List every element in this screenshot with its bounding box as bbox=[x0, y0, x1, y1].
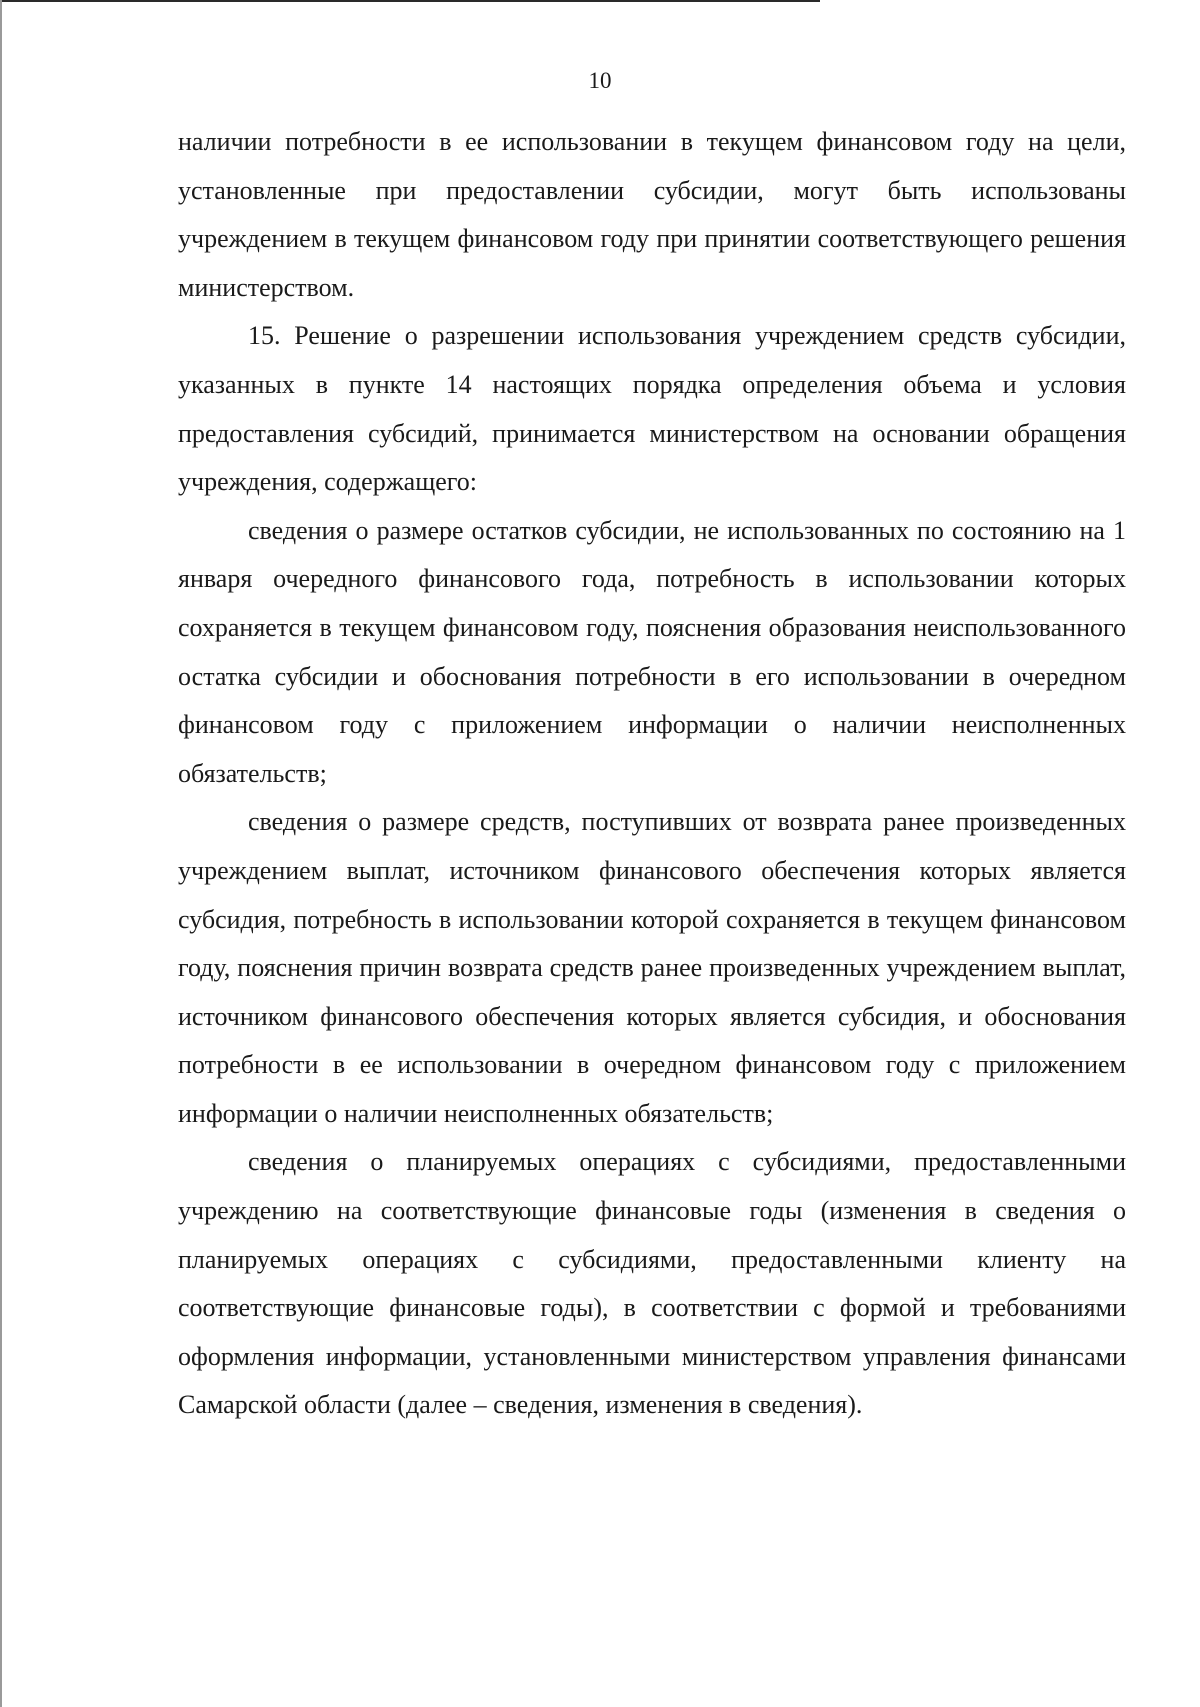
body-text bbox=[178, 118, 1126, 1430]
scan-edge-top bbox=[0, 0, 820, 2]
scan-edge-left bbox=[0, 0, 2, 1707]
paragraph-returned-funds: сведения о размере средств, поступивших от возврата ранее произведенных учреждением выплат, источником финансового обеспечения которых является субсидия, потребность в использовании которой сохраняется в текущем финансовом году, пояснения причин возврата средств ранее произведенных учреждением выплат, источником финансового обеспечения которых является субсидия, и обоснования потребности в ее использовании в очередном финансовом году с приложением информации о наличии неисполненных обязательств; bbox=[178, 807, 1126, 1128]
page-number: 10 bbox=[588, 68, 612, 93]
paragraph-continuation: наличии потребности в ее использовании в текущем финансовом году на цели, установленные при предоставлении субсидии, могут быть использованы учреждением в текущем финансовом году при принятии соответствующего решения министерством. bbox=[178, 127, 1126, 302]
paragraph-planned-operations: сведения о планируемых операциях с субсидиями, предоставленными учреждению на соответствующие финансовые годы (изменения в сведения о планируемых операциях с субсидиями, предоставленными клиенту на соответствующие финансовые годы), в соответствии с формой и требованиями оформления информации, установленными министерством управления финансами Самарской области (далее – сведения, изменения в сведения). bbox=[178, 1147, 1126, 1420]
paragraph-remaining-balances: сведения о размере остатков субсидии, не использованных по состоянию на 1 января очередного финансового года, потребность в использовании которых сохраняется в текущем финансовом году, пояснения образования неиспользованного остатка субсидии и обоснования потребности в его использовании в очередном финансовом году с приложением информации о наличии неисполненных обязательств; bbox=[178, 515, 1126, 788]
paragraph-clause-15: 15. Решение о разрешении использования учреждением средств субсидии, указанных в пункте 14 настоящих порядка определения объема и условия предоставления субсидий, принимается министерством на основании обращения учреждения, содержащего: bbox=[178, 321, 1126, 497]
